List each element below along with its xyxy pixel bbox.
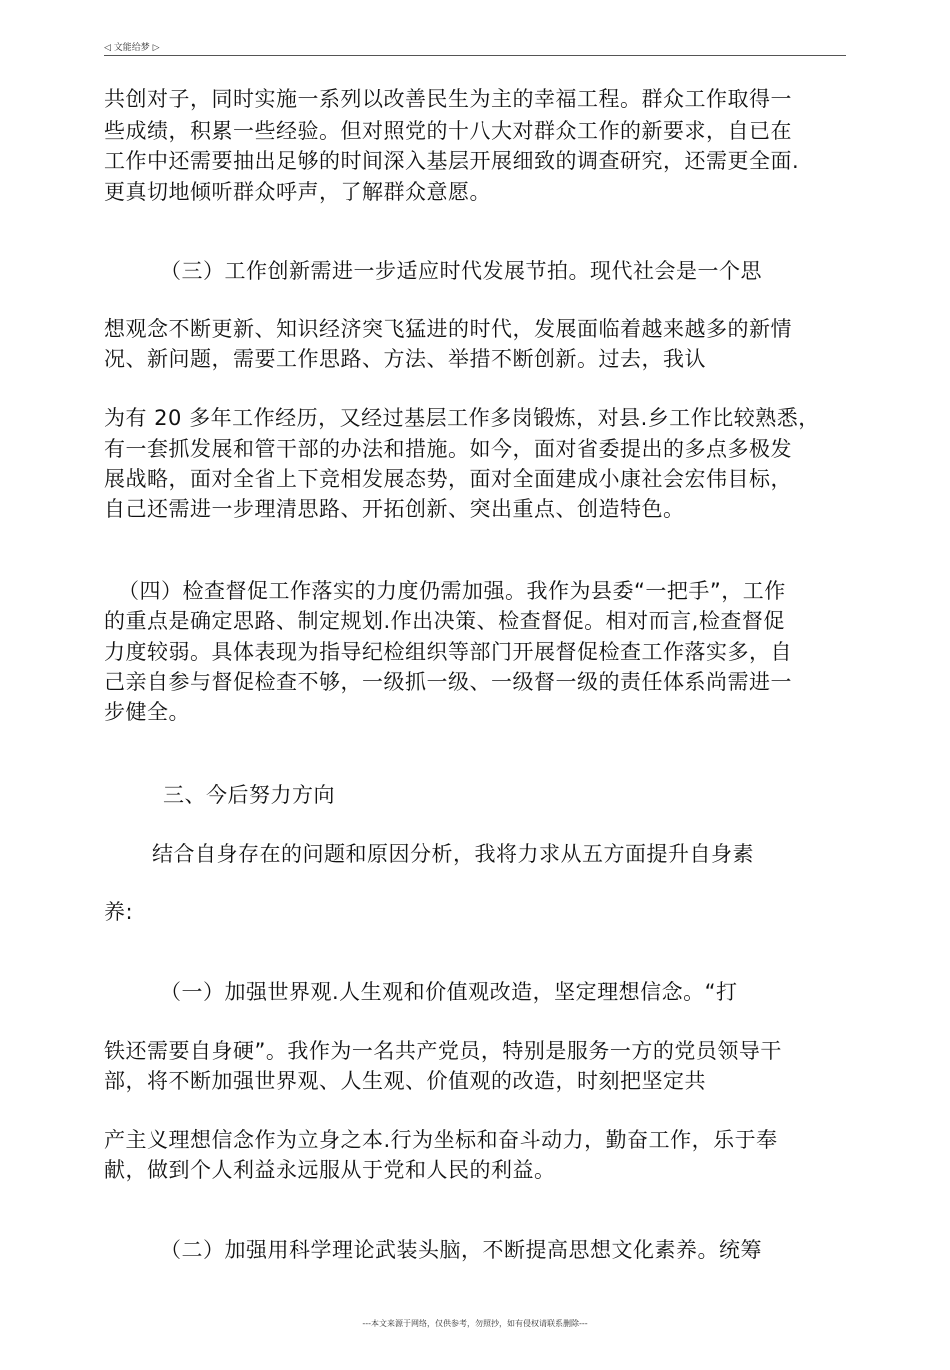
section-heading: （一）加强世界观.人生观和价值观改造，坚定理想信念。“打 <box>160 980 738 1004</box>
section-heading: （二）加强用科学理论武装头脑，不断提高思想文化素养。统筹 <box>160 1238 762 1262</box>
body-line: 铁还需要自身硬”。我作为一名共产党员，特别是服务一方的党员领导干 <box>104 1039 782 1063</box>
body-line: 自己还需进一步理清思路、开拓创新、突出重点、创造特色。 <box>104 497 685 521</box>
body-line: 共创对子，同时实施一系列以改善民生为主的幸福工程。群众工作取得一 <box>104 87 792 111</box>
body-line: 更真切地倾听群众呼声，了解群众意愿。 <box>104 180 491 204</box>
body-line: 些成绩，积累一些经验。但对照党的十八大对群众工作的新要求，自已在 <box>104 119 792 143</box>
body-line: 步健全。 <box>104 700 190 724</box>
body-line: 的重点是确定思路、制定规划.作出决策、检查督促。相对而言,检查督促 <box>104 609 785 633</box>
page-header: ◁ 文能给梦 ▷ <box>104 43 160 53</box>
body-line: 献，做到个人利益永远服从于党和人民的利益。 <box>104 1158 556 1182</box>
body-line: 产主义理想信念作为立身之本.行为坐标和奋斗动力，勤奋工作，乐于奉 <box>104 1128 778 1152</box>
body-line: 况、新问题，需要工作思路、方法、举措不断创新。过去，我认 <box>104 347 706 371</box>
body-line: 部，将不断加强世界观、人生观、价值观的改造，时刻把坚定共 <box>104 1069 706 1093</box>
page-footer: ---本文来源于网络，仅供参考，勿照抄，如有侵权请联系删除--- <box>362 1319 588 1328</box>
body-line: 展战略，面对全省上下竞相发展态势，面对全面建成小康社会宏伟目标， <box>104 467 792 491</box>
chapter-heading: 三、今后努力方向 <box>163 783 335 807</box>
body-line: 工作中还需要抽出足够的时间深入基层开展细致的调查研究，还需更全面. <box>104 149 800 173</box>
header-divider <box>104 55 846 56</box>
body-line: 养: <box>104 900 134 924</box>
body-line: 结合自身存在的问题和原因分析，我将力求从五方面提升自身素 <box>152 842 754 866</box>
body-line: 为有 20 多年工作经历，又经过基层工作多岗锻炼，对县.乡工作比较熟悉， <box>104 406 820 430</box>
body-line: 己亲自参与督促检查不够，一级抓一级、一级督一级的责任体系尚需进一 <box>104 670 792 694</box>
body-line: 有一套抓发展和管干部的办法和措施。如今，面对省委提出的多点多极发 <box>104 437 792 461</box>
section-heading: （四）检查督促工作落实的力度仍需加强。我作为县委“一把手”，工作 <box>118 579 786 603</box>
section-heading: （三）工作创新需进一步适应时代发展节拍。现代社会是一个思 <box>160 259 762 283</box>
body-line: 想观念不断更新、知识经济突飞猛进的时代，发展面临着越来越多的新情 <box>104 317 792 341</box>
body-line: 力度较弱。具体表现为指导纪检组织等部门开展督促检查工作落实多，自 <box>104 640 792 664</box>
